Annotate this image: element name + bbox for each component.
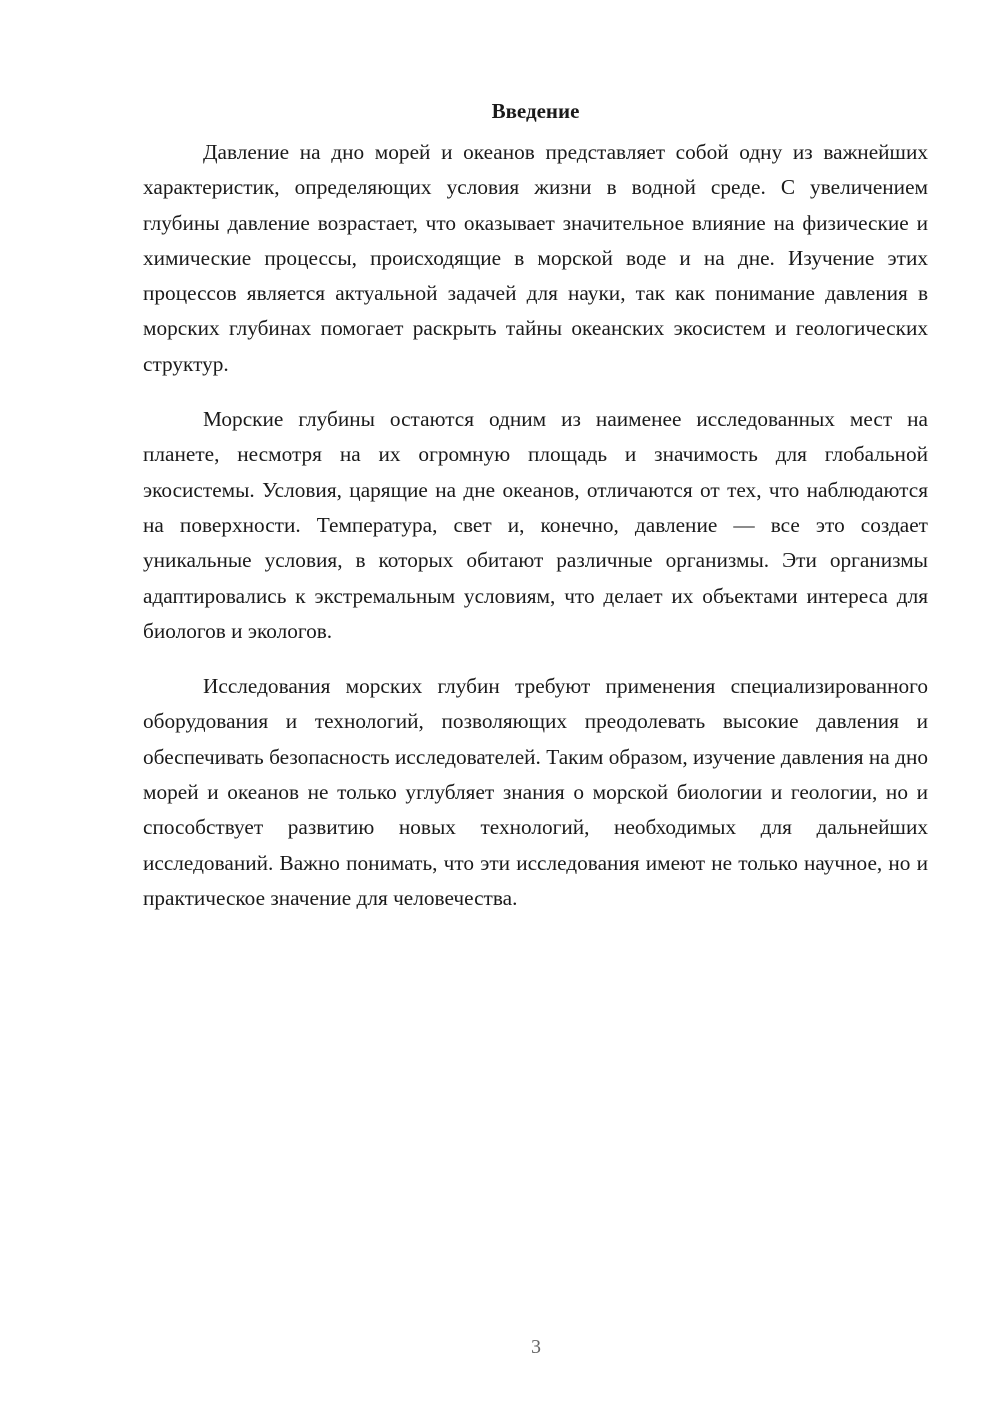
paragraph-3: Исследования морских глубин требуют применения специализированного оборудования и технологий, позволяющих преодолевать высокие давления и обеспечивать безопасность исследователей. Таким образом, изучение давления на дно морей и океанов не только углубляет знания о морской биологии и геологии, но и способствует развитию новых технологий, необходимых для дальнейших исследований. Важно понимать, что эти исследования имеют не только научное, но и практическое значение для человечества.	[143, 674, 928, 910]
page-number: 3	[531, 1336, 541, 1358]
page-content	[143, 97, 928, 936]
paragraph-1: Давление на дно морей и океанов представляет собой одну из важнейших характеристик, определяющих условия жизни в водной среде. С увеличением глубины давление возрастает, что оказывает значительное влияние на физические и химические процессы, происходящие в морской воде и на дне. Изучение этих процессов является актуальной задачей для науки, так как понимание давления в морских глубинах помогает раскрыть тайны океанских экосистем и геологических структур.	[143, 140, 928, 376]
paragraph-2: Морские глубины остаются одним из наименее исследованных мест на планете, несмотря на их огромную площадь и значимость для глобальной экосистемы. Условия, царящие на дне океанов, отличаются от тех, что наблюдаются на поверхности. Температура, свет и, конечно, давление — все это создает уникальные условия, в которых обитают различные организмы. Эти организмы адаптировались к экстремальным условиям, что делает их объектами интереса для биологов и экологов.	[143, 407, 928, 643]
section-title: Введение	[491, 99, 580, 123]
